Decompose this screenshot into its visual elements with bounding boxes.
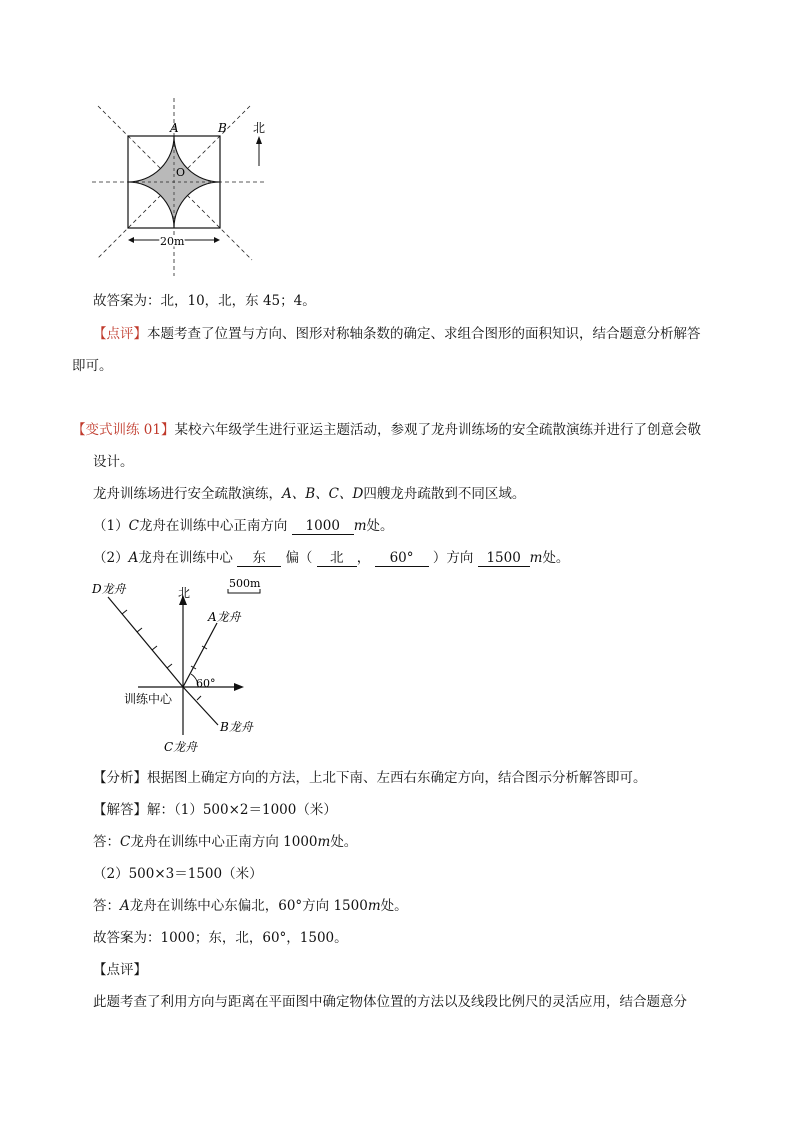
north-label: 北 <box>178 586 191 600</box>
b-boat-line <box>183 687 218 725</box>
final-answer-line: 故答案为：1000；东，北，60°，1500。 <box>93 930 348 946</box>
q1-text: 龙舟在训练中心正南方向 <box>138 518 288 534</box>
q2-letter: A <box>128 550 139 566</box>
review-tag: 【点评】 <box>93 326 147 342</box>
angle-label: 60° <box>196 677 216 690</box>
question-2 <box>93 548 569 568</box>
square-symmetry-figure <box>88 96 270 278</box>
context-text-2: 四艘龙舟疏散到不同区域。 <box>363 486 526 502</box>
d-boat-line <box>108 597 183 687</box>
review-tag-2: 【点评】 <box>93 962 147 978</box>
q1-end: 处。 <box>366 518 394 534</box>
north-label: 北 <box>253 121 266 135</box>
context-text-1: 龙舟训练场进行安全疏散演练， <box>93 486 282 502</box>
q1-prefix: （1） <box>93 518 129 534</box>
dimension-label: 20m <box>160 235 185 248</box>
answer-line-1: 故答案为：北，10，北，东 45；4。 <box>93 293 316 309</box>
c-boat-label: C龙舟 <box>164 740 198 754</box>
q2-blank-distance: 1500 <box>478 550 530 567</box>
exercise-intro-line-2: 设计。 <box>93 454 134 470</box>
analysis-text: 根据图上确定方向的方法，上北下南、左西右东确定方向，结合图示分析解答即可。 <box>147 770 647 786</box>
exercise-intro-line-1 <box>72 420 701 440</box>
label-a: A <box>170 121 179 135</box>
q2-separator: ， <box>356 550 371 566</box>
question-1 <box>93 516 394 536</box>
ans1-letter: C <box>120 834 131 850</box>
context-letters: A、B、C、D <box>282 486 364 502</box>
ans2-letter: A <box>120 898 130 914</box>
answer-step-1 <box>93 800 337 820</box>
answer-text: 解：（1）500×2＝1000（米） <box>147 802 337 818</box>
exercise-intro-text-1: 某校六年级学生进行亚运主题活动，参观了龙舟训练场的安全疏散演练并进行了创意会敬 <box>174 422 701 438</box>
q2-blank-direction: 东 <box>237 550 281 567</box>
q2-prefix: （2） <box>93 550 129 566</box>
q2-unit: m <box>529 550 543 566</box>
answer-statement-1 <box>93 832 357 852</box>
ans2-text: 龙舟在训练中心东偏北，60°方向 1500 <box>129 898 368 914</box>
analysis-line <box>93 768 647 788</box>
d-boat-label: D龙舟 <box>92 582 126 596</box>
answer-tag: 【解答】 <box>93 802 147 818</box>
ans1-prefix: 答： <box>93 834 120 850</box>
exercise-tag: 【变式训练 01】 <box>72 422 175 438</box>
answer-step-2: （2）500×3＝1500（米） <box>93 866 263 882</box>
analysis-tag: 【分析】 <box>93 770 147 786</box>
a-boat-label: A龙舟 <box>208 610 241 624</box>
center-label: 训练中心 <box>124 692 173 706</box>
review-text-line: 此题考查了利用方向与距离在平面图中确定物体位置的方法以及线段比例尺的灵活应用，结合题意分 <box>93 994 687 1010</box>
answer-statement-2 <box>93 896 408 916</box>
ans2-prefix: 答： <box>93 898 120 914</box>
ans1-end: 处。 <box>330 834 358 850</box>
q2-text-2: 偏（ <box>285 550 313 566</box>
ans1-unit: m <box>317 834 331 850</box>
q2-blank-side: 北 <box>317 550 357 567</box>
dragon-boat-direction-figure <box>88 575 268 760</box>
ans1-text: 龙舟在训练中心正南方向 1000 <box>130 834 318 850</box>
label-b: B <box>218 121 227 135</box>
d-line-ticks <box>122 610 172 668</box>
q1-letter: C <box>128 518 139 534</box>
q2-blank-angle: 60° <box>375 550 429 567</box>
review-text-1: 本题考查了位置与方向、图形对称轴条数的确定、求组合图形的面积知识，结合题意分析解答 <box>147 326 701 342</box>
east-arrow-head <box>234 683 244 691</box>
review-line-2: 即可。 <box>72 358 113 374</box>
scale-label: 500m <box>229 577 261 590</box>
ans2-unit: m <box>367 898 381 914</box>
q1-blank: 1000 <box>292 518 354 535</box>
review-line-1 <box>93 324 701 344</box>
q2-text-3: ）方向 <box>432 550 474 566</box>
ans2-end: 处。 <box>380 898 408 914</box>
q2-text-1: 龙舟在训练中心 <box>138 550 233 566</box>
label-o: O <box>176 166 186 179</box>
b-boat-label: B龙舟 <box>220 720 253 734</box>
q2-end: 处。 <box>542 550 570 566</box>
exercise-context-line <box>93 484 525 504</box>
q1-unit: m <box>353 518 367 534</box>
